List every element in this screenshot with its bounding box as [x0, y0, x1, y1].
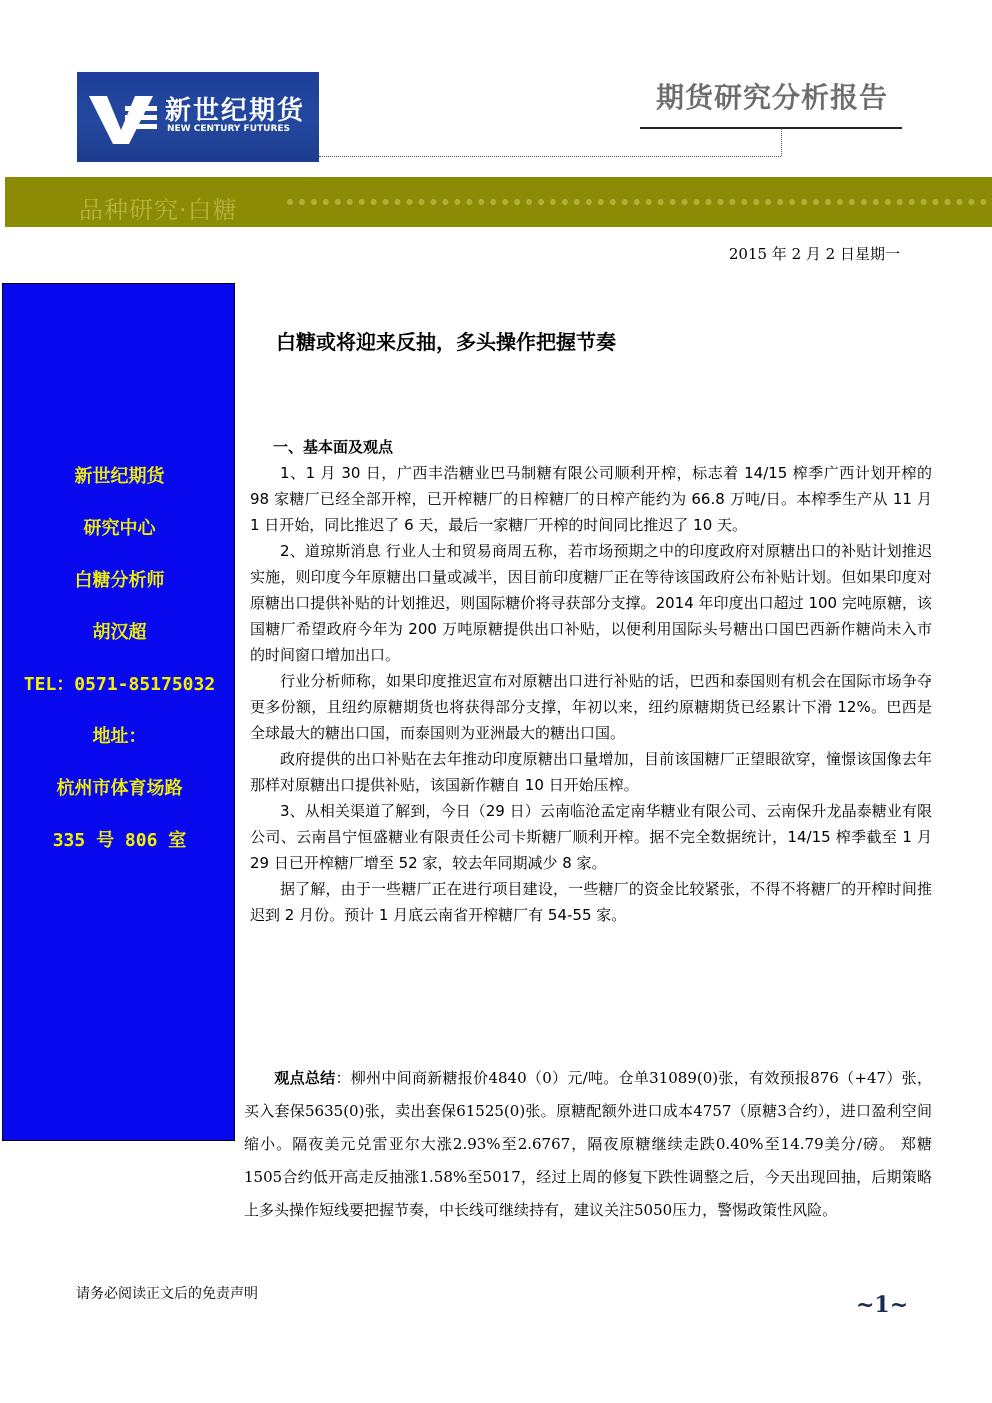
- analyst-sidebar: [2, 283, 235, 1141]
- sidebar-phone: TEL：0571-85175032: [23, 674, 216, 695]
- sidebar-address-label: 地址：: [92, 726, 147, 747]
- article-title: 白糖或将迎来反抽，多头操作把握节奏: [276, 330, 616, 354]
- paragraph-5: 3、从相关渠道了解到，今日（29 日）云南临沧孟定南华糖业有限公司、云南保升龙晶泰糖业有限公司、云南昌宁恒盛糖业有限责任公司卡斯糖厂顺利开榨。据不完全数据统计，14/15 榨季截至 1 月 29 日已开榨糖厂增至 52 家，较去年同期减少 8 家。: [250, 802, 932, 872]
- header-dotted-divider: [319, 156, 781, 157]
- page-number: ~1~: [856, 1292, 909, 1318]
- summary-block: [244, 1062, 932, 1227]
- section-heading: 一、基本面及观点: [273, 438, 394, 456]
- logo-english-name: NEW CENTURY FUTURES: [167, 124, 291, 134]
- sidebar-company: 新世纪期货: [74, 466, 165, 487]
- logo-mark-icon: [87, 90, 159, 146]
- article-body: [250, 460, 932, 928]
- title-underline: [640, 127, 902, 129]
- paragraph-6: 据了解，由于一些糖厂正在进行项目建设，一些糖厂的资金比较紧张，不得不将糖厂的开榨时间推迟到 2 月份。预计 1 月底云南省开榨糖厂有 54-55 家。: [250, 880, 932, 924]
- sidebar-address-room: 335 号 806 室: [52, 830, 187, 851]
- category-band: [5, 177, 992, 227]
- summary-label: 观点总结: [274, 1069, 336, 1087]
- disclaimer-note: 请务必阅读正文后的免责声明: [76, 1286, 258, 1302]
- report-date: 2015 年 2 月 2 日星期一: [728, 245, 900, 263]
- logo-chinese-name: 新世纪期货: [165, 96, 306, 126]
- summary-text: 柳州中间商新糖报价4840（0）元/吨。仓单31089(0)张，有效预报876（+47）张，买入套保5635(0)张，卖出套保61525(0)张。原糖配额外进口成本4757（原糖3合约），进口盈利空间缩小。隔夜美元兑雷亚尔大涨2.93%至2.6767，隔夜原糖继续走跌0.40%至14.79美分/磅。 郑糖1505合约低开高走反抽涨1.58%至5017，经过上周的修复下跌性调整之后，今天出现回抽，后期策略上多头操作短线要把握节奏，中长线可继续持有，建议关注5050压力，警惕政策性风险。: [244, 1069, 932, 1219]
- summary-colon: ：: [335, 1069, 351, 1087]
- paragraph-1: 1、1 月 30 日，广西丰浩糖业巴马制糖有限公司顺利开榨，标志着 14/15 榨季广西计划开榨的 98 家糖厂已经全部开榨，已开榨糖厂的日榨糖厂的日榨产能约为 66.8 万吨/日。本榨季生产从 11 月 1 日开始，同比推迟了 6 天，最后一家糖厂开榨的时间同比推迟了 10 天。: [250, 464, 932, 534]
- report-title: 期货研究分析报告: [655, 81, 888, 114]
- paragraph-3: 行业分析师称，如果印度推迟宣布对原糖出口进行补贴的话，巴西和泰国则有机会在国际市场争夺更多份额，且纽约原糖期货也将获得部分支撑，年初以来，纽约原糖期货已经累计下滑 12%。巴西是全球最大的糖出口国，而泰国则为亚洲最大的糖出口国。: [250, 672, 932, 742]
- sidebar-role: 白糖分析师: [74, 570, 165, 591]
- sidebar-analyst-name: 胡汉超: [92, 622, 147, 643]
- header-dotted-vertical: [781, 128, 782, 156]
- sidebar-address-street: 杭州市体育场路: [56, 778, 183, 799]
- paragraph-2: 2、道琼斯消息 行业人士和贸易商周五称，若市场预期之中的印度政府对原糖出口的补贴计划推迟实施，则印度今年原糖出口量或减半，因目前印度糖厂正在等待该国政府公布补贴计划。但如果印度对原糖出口提供补贴的计划推迟，则国际糖价将寻获部分支撑。2014 年印度出口超过 100 完吨原糖，该国糖厂希望政府今年为 200 万吨原糖提供出口补贴，以便利用国际头号糖出口国巴西新作糖尚未入市的时间窗口增加出口。: [250, 542, 932, 664]
- band-dots-decoration: [287, 199, 987, 205]
- paragraph-4: 政府提供的出口补贴在去年推动印度原糖出口量增加，目前该国糖厂正望眼欲穿，憧憬该国像去年那样对原糖出口提供补贴，该国新作糖自 10 日开始压榨。: [250, 750, 932, 794]
- company-logo: [77, 72, 319, 162]
- sidebar-department: 研究中心: [83, 518, 156, 539]
- category-label: 品种研究·白糖: [79, 196, 238, 224]
